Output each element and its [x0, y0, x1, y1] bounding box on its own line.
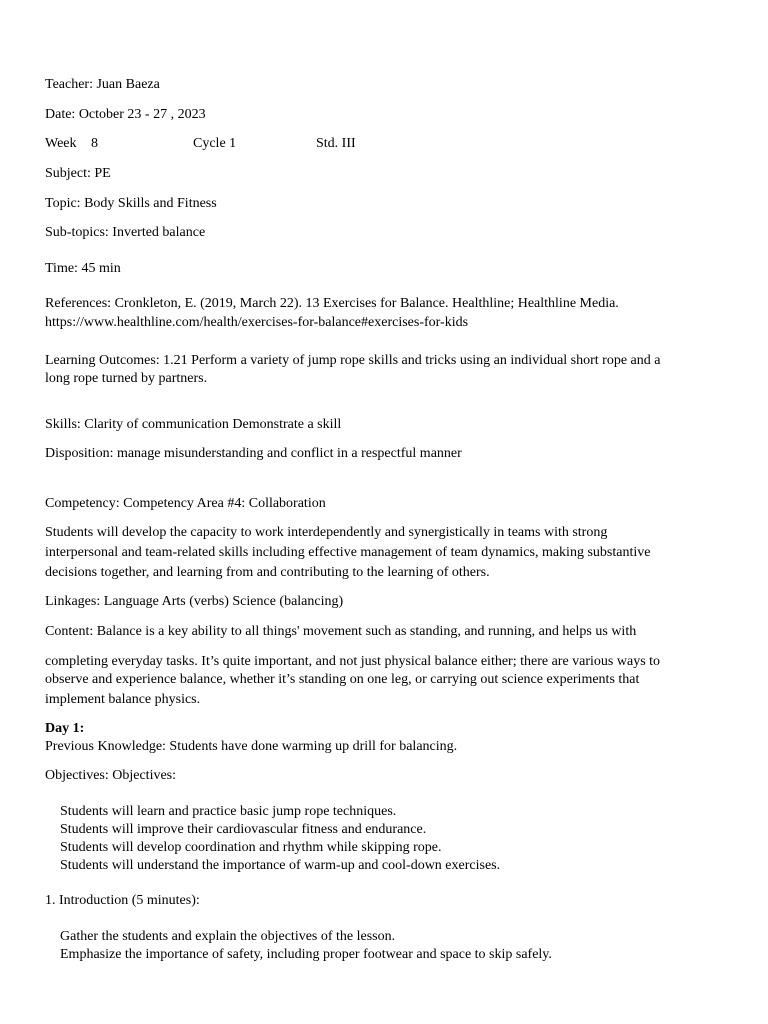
std-label: Std. III [316, 136, 356, 151]
introduction-item-1: Gather the students and explain the objectives of the lesson. [60, 929, 396, 944]
date-line: Date: October 23 - 27 , 2023 [45, 107, 206, 122]
competency-desc-line-2: interpersonal and team-related skills including effective management of team dynamics, making substantive [45, 545, 651, 560]
content-line-2: completing everyday tasks. It’s quite important, and not just physical balance either; there are various ways to [45, 654, 661, 669]
competency-desc-line-1: Students will develop the capacity to work interdependently and synergistically in teams with strong [45, 525, 608, 540]
day-heading: Day 1: [45, 721, 85, 736]
references-line-1: References: Cronkleton, E. (2019, March 22). 13 Exercises for Balance. Healthline; Healthline Media. [45, 296, 619, 311]
week-label: Week [45, 136, 77, 151]
content-line-1: Content: Balance is a key ability to all things' movement such as standing, and running, and helps us with [45, 624, 637, 639]
week-cycle-std-line [45, 135, 445, 153]
week-value: 8 [91, 136, 98, 151]
objective-item-2: Students will improve their cardiovascular fitness and endurance. [60, 822, 427, 837]
topic-line: Topic: Body Skills and Fitness [45, 196, 217, 211]
content-line-4: implement balance physics. [45, 692, 201, 707]
subtopics-line: Sub-topics: Inverted balance [45, 225, 206, 240]
introduction-item-2: Emphasize the importance of safety, including proper footwear and space to skip safely. [60, 947, 552, 962]
skills-line: Skills: Clarity of communication Demonstrate a skill [45, 417, 342, 432]
learning-outcomes-line-2: long rope turned by partners. [45, 371, 208, 386]
previous-knowledge-line: Previous Knowledge: Students have done warming up drill for balancing. [45, 739, 458, 754]
competency-desc-line-3: decisions together, and learning from and contributing to the learning of others. [45, 565, 490, 580]
objective-item-4: Students will understand the importance of warm-up and cool-down exercises. [60, 858, 501, 873]
objective-item-1: Students will learn and practice basic jump rope techniques. [60, 804, 397, 819]
objective-item-3: Students will develop coordination and rhythm while skipping rope. [60, 840, 442, 855]
cycle-label: Cycle 1 [193, 136, 237, 151]
disposition-line: Disposition: manage misunderstanding and conflict in a respectful manner [45, 446, 462, 461]
teacher-line: Teacher: Juan Baeza [45, 77, 160, 92]
references-line-2: https://www.healthline.com/health/exercises-for-balance#exercises-for-kids [45, 315, 469, 330]
learning-outcomes-line-1: Learning Outcomes: 1.21 Perform a variety of jump rope skills and tricks using an individual short rope and a [45, 353, 661, 368]
linkages-line: Linkages: Language Arts (verbs) Science (balancing) [45, 594, 344, 609]
objectives-heading: Objectives: Objectives: [45, 768, 177, 783]
competency-line: Competency: Competency Area #4: Collaboration [45, 496, 326, 511]
introduction-heading: 1. Introduction (5 minutes): [45, 893, 200, 908]
time-line: Time: 45 min [45, 261, 121, 276]
content-line-3: observe and experience balance, whether it’s standing on one leg, or carrying out science experiments that [45, 672, 640, 687]
subject-line: Subject: PE [45, 166, 111, 181]
